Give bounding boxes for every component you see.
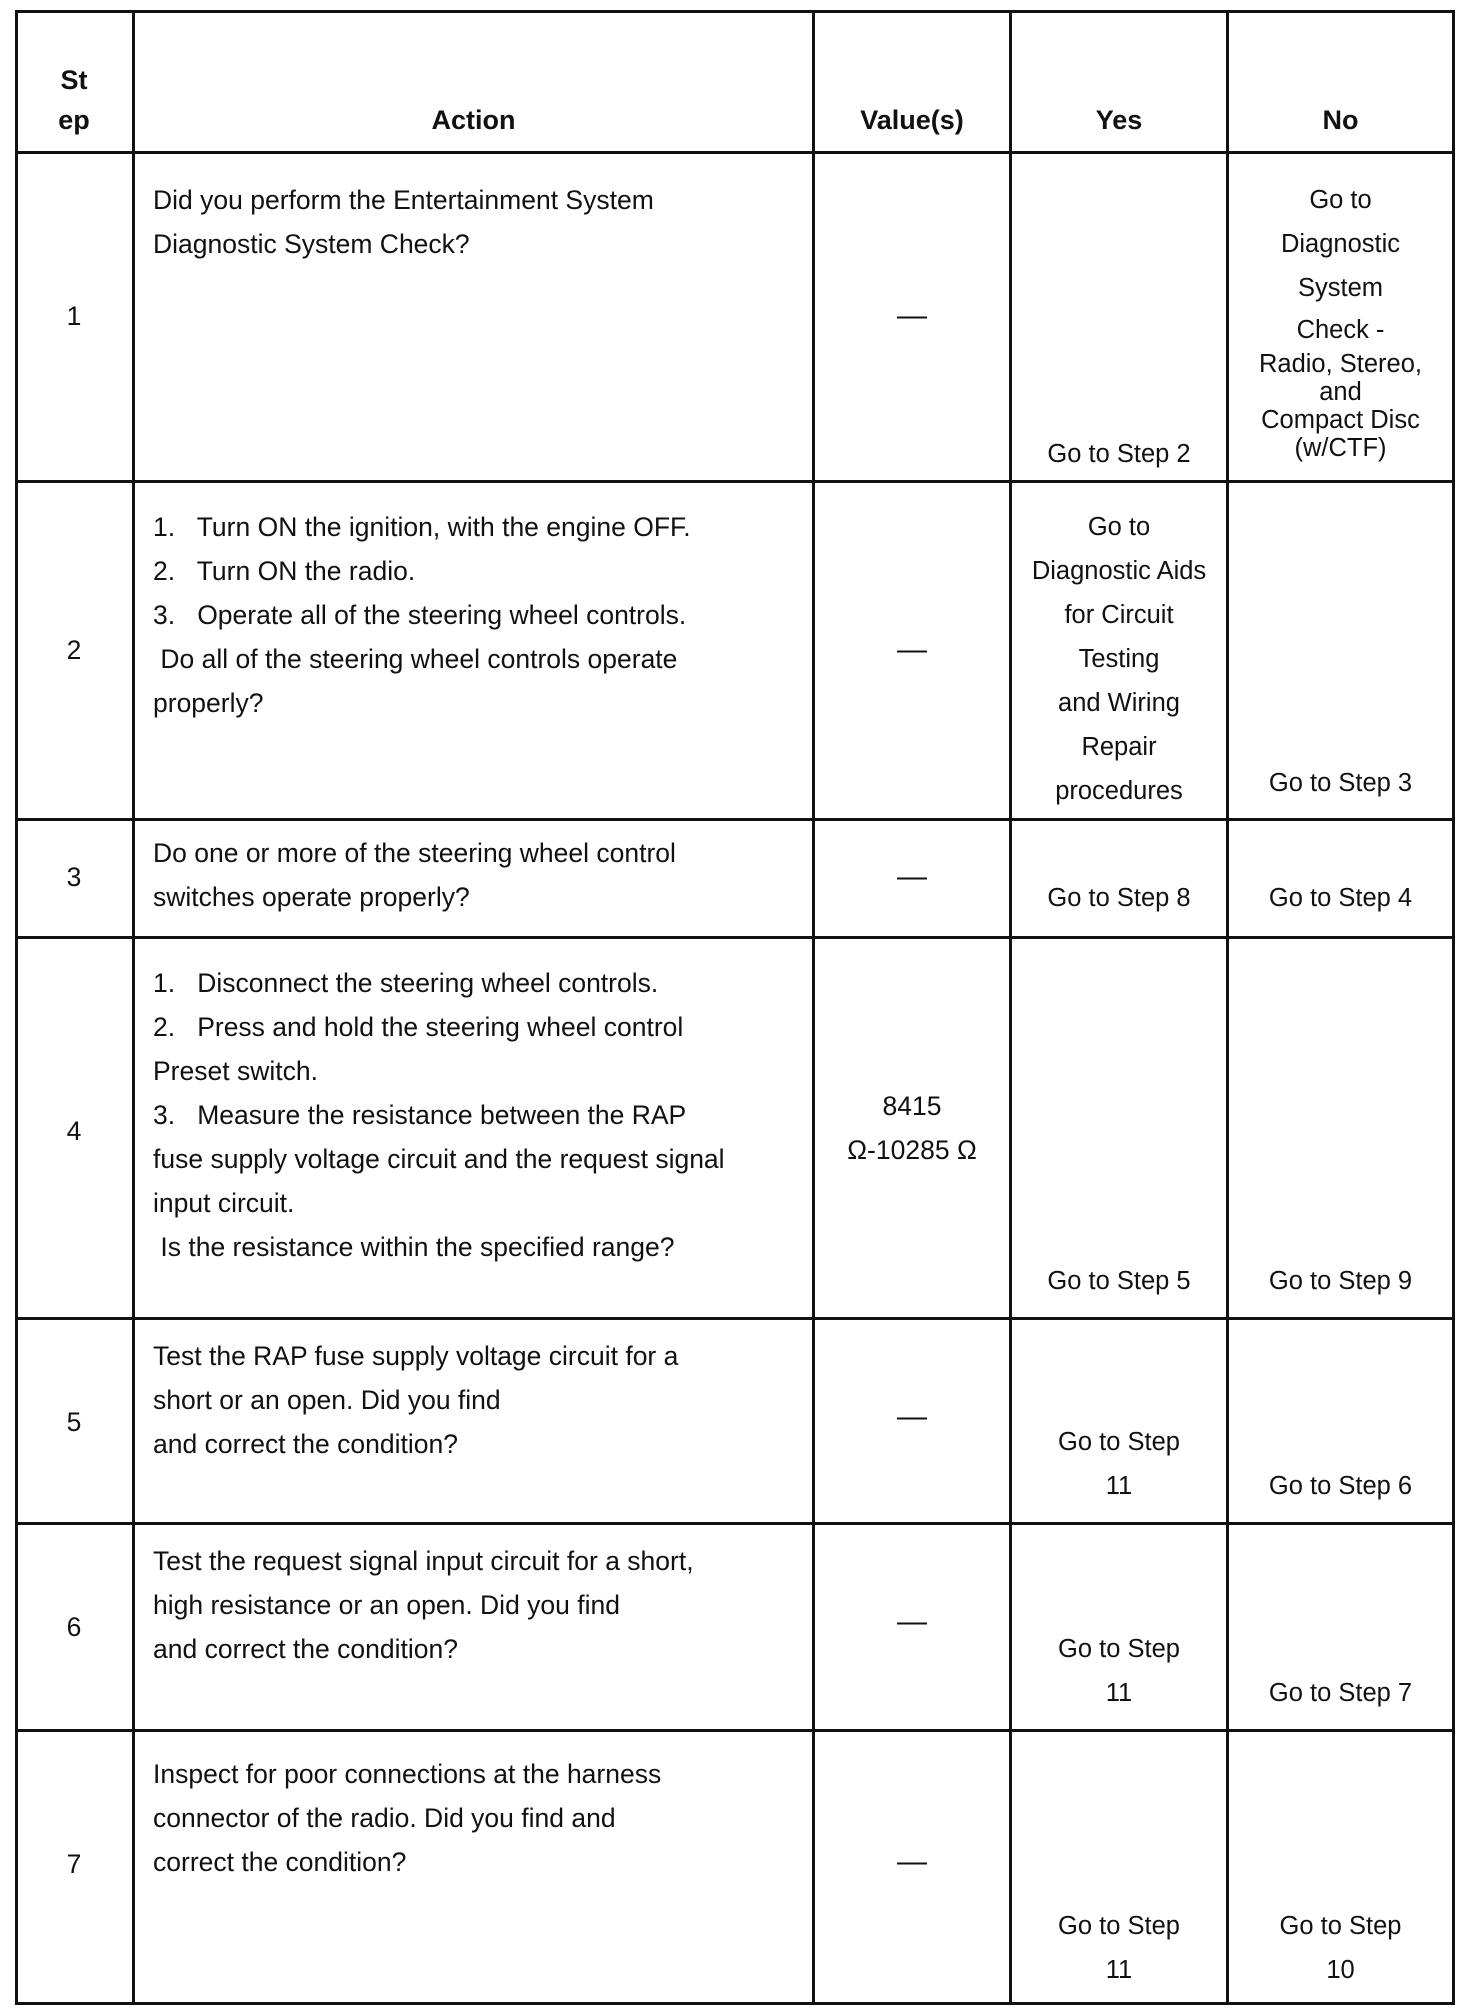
diagnostic-table <box>15 10 1455 2005</box>
step-number: 6 <box>66 1612 82 1642</box>
step-number: 5 <box>66 1407 82 1437</box>
yes-text: Go to Step 8 <box>1047 884 1191 912</box>
no-text: Go to Step 4 <box>1268 884 1413 912</box>
value-text: — <box>897 1400 927 1433</box>
table-row <box>15 154 1452 480</box>
step-number: 7 <box>66 1849 82 1879</box>
action-text: Test the RAP fuse supply voltage circuit for a short or an open. Did you find and correct the condition? <box>153 1341 679 1459</box>
value-text: — <box>897 633 927 666</box>
no-text: Go to Step 6 <box>1268 1472 1413 1500</box>
table-row <box>15 821 1452 936</box>
step-number: 1 <box>66 301 82 331</box>
no-text: Go to Step 7 <box>1268 1679 1413 1707</box>
no-text: Go to Step 3 <box>1268 769 1413 797</box>
step-number: 4 <box>66 1116 82 1146</box>
action-text: Do one or more of the steering wheel control switches operate properly? <box>153 838 676 912</box>
header-step: St ep <box>58 65 90 135</box>
table-row <box>15 1320 1452 1522</box>
step-number: 3 <box>66 862 82 892</box>
value-text: — <box>897 1845 927 1878</box>
yes-text: Go to Step 2 <box>1047 440 1191 468</box>
action-text: Did you perform the Entertainment System Diagnostic System Check? <box>153 185 654 259</box>
action-text: Inspect for poor connections at the harness connector of the radio. Did you find and correct the condition? <box>153 1759 662 1877</box>
action-text: 1. Turn ON the ignition, with the engine OFF. 2. Turn ON the radio. 3. Operate all of the steering wheel controls. Do all of the steering wheel controls operate properly? <box>153 512 691 718</box>
header-values: Value(s) <box>860 105 964 135</box>
header-action: Action <box>431 105 516 135</box>
no-text: Go to Step 9 <box>1268 1267 1413 1295</box>
table-row <box>15 1525 1452 1729</box>
table-row <box>15 1732 1452 2002</box>
no-text: Go to Step 10 <box>1279 1912 1402 1984</box>
action-text: Test the request signal input circuit for a short, high resistance or an open. Did you find and correct the condition? <box>153 1546 694 1664</box>
yes-text: Go to Step 11 <box>1058 1635 1180 1707</box>
value-text: — <box>897 1605 927 1638</box>
action-text: 1. Disconnect the steering wheel controls. 2. Press and hold the steering wheel control Preset switch. 3. Measure the resistance between the RAP fuse supply voltage circuit and the request signal input circuit. Is the resistance within the specified range? <box>153 968 725 1262</box>
value-text: 8415 Ω-10285 Ω <box>847 1091 977 1165</box>
step-number: 2 <box>66 635 82 665</box>
yes-text: Go to Step 5 <box>1047 1267 1191 1295</box>
yes-text: Go to Diagnostic Aids for Circuit Testing and Wiring Repair procedures <box>1031 513 1207 805</box>
header-yes: Yes <box>1095 105 1143 135</box>
header-no: No <box>1322 105 1359 135</box>
table-row <box>15 939 1452 1317</box>
no-text: Go to Diagnostic System Check - Radio, Stereo, and Compact Disc (w/CTF) <box>1258 186 1422 462</box>
yes-text: Go to Step 11 <box>1058 1428 1180 1500</box>
value-text: — <box>897 299 927 332</box>
table-row <box>15 483 1452 818</box>
yes-text: Go to Step 11 <box>1058 1912 1180 1984</box>
value-text: — <box>897 860 927 893</box>
